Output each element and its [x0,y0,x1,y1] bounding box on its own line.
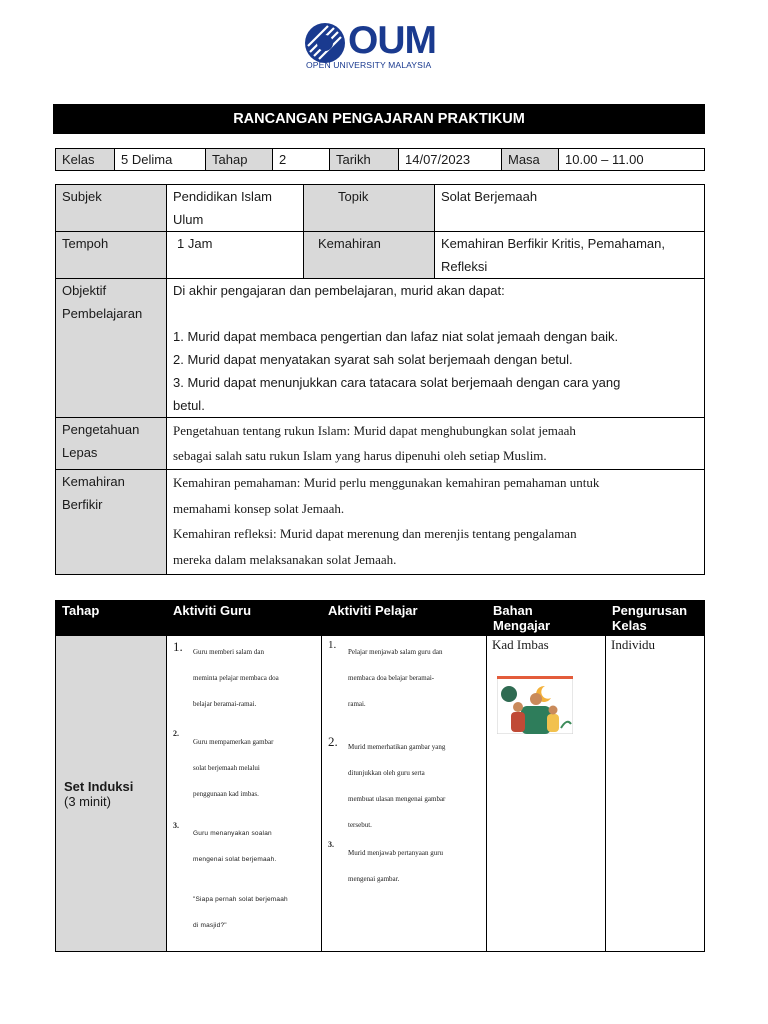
topik-label: Topik [304,185,435,232]
pengetahuan-content: Pengetahuan tentang rukun Islam: Murid dapat menghubungkan solat jemaah sebagai salah satu rukun Islam yang harus dipenuhi oleh setiap Muslim. [167,418,705,470]
berfikir-content: Kemahiran pemahaman: Murid perlu menggunakan kemahiran pemahaman untuk memahami konsep solat Jemaah. Kemahiran refleksi: Murid dapat merenung dan merenjis tentang pengalaman mereka dalam melaksanakan solat Jemaah. [167,470,705,575]
flashcard-image [497,676,573,734]
kemahiran-label: Kemahiran [304,232,435,279]
lesson-details-table [55,184,705,575]
tarikh-value: 14/07/2023 [399,149,502,171]
teaching-materials [487,636,606,952]
student-activities [322,636,487,952]
topik-value: Solat Berjemaah [435,185,705,232]
tahap-label: Tahap [206,149,273,171]
oum-globe-icon [304,22,346,64]
header-aktiviti-pelajar: Aktiviti Pelajar [322,601,487,636]
teacher-activity-1: 1. Guru memberi salam dan meminta pelajar membaca doa belajar beramai-ramai. [173,639,279,708]
page-title: RANCANGAN PENGAJARAN PRAKTIKUM [53,104,705,134]
phase-cell [56,636,167,952]
student-activity-3: 3. Murid menjawab pertanyaan guru mengenai gambar. [328,840,444,883]
tarikh-label: Tarikh [330,149,399,171]
pengurusan-value: Individu [611,637,656,652]
kemahiran-value: Kemahiran Berfikir Kritis, Pemahaman, Refleksi [435,232,705,279]
berfikir-label: Kemahiran Berfikir [56,470,167,575]
student-activity-2: 2. Murid memerhatikan gambar yang ditunjukkan oleh guru serta membuat ulasan mengenai gambar tersebut. [328,734,446,829]
teacher-activity-3: 3. Guru menanyakan soalan mengenai solat berjemaah. [173,821,277,863]
tempoh-value: 1 Jam [167,232,304,279]
masa-label: Masa [502,149,559,171]
class-info-table [55,148,705,171]
bahan-value: Kad Imbas [492,637,549,652]
logo-wordmark: OUM [348,19,436,62]
masa-value: 10.00 – 11.00 [559,149,705,171]
lesson-activity-table [55,600,705,952]
header-aktiviti-guru: Aktiviti Guru [167,601,322,636]
kelas-value: 5 Delima [115,149,206,171]
teacher-activities [167,636,322,952]
tempoh-label: Tempoh [56,232,167,279]
subjek-label: Subjek [56,185,167,232]
tahap-value: 2 [273,149,330,171]
phase-name: Set Induksi [64,778,134,794]
student-activity-1: 1. Pelajar menjawab salam guru dan membaca doa belajar beramai- ramai. [328,639,443,708]
teacher-question: "Siapa pernah solat berjemaah di masjid?" [193,896,288,929]
subjek-value: Pendidikan Islam Ulum [167,185,304,232]
teacher-activity-2: 2. Guru mempamerkan gambar solat berjemaah melalui penggunaan kad imbas. [173,729,274,798]
phase-time: (3 minit) [64,793,111,809]
pengetahuan-label: Pengetahuan Lepas [56,418,167,470]
header-pengurusan-kelas: Pengurusan Kelas [606,601,705,636]
objektif-content: Di akhir pengajaran dan pembelajaran, murid akan dapat: 1. Murid dapat membaca pengertian dan lafaz niat solat jemaah dengan baik. 2. Murid dapat menyatakan syarat sah solat berjemaah dengan betul. 3. Murid dapat menunjukkan cara tatacara solat berjemaah dengan cara yang betul. [167,279,705,418]
header-bahan-mengajar: Bahan Mengajar [487,601,606,636]
objektif-label: Objektif Pembelajaran [56,279,167,418]
kelas-label: Kelas [56,149,115,171]
oum-logo [304,19,456,72]
header-tahap: Tahap [56,601,167,636]
logo-subtitle: OPEN UNIVERSITY MALAYSIA [306,60,432,70]
class-management [606,636,705,952]
